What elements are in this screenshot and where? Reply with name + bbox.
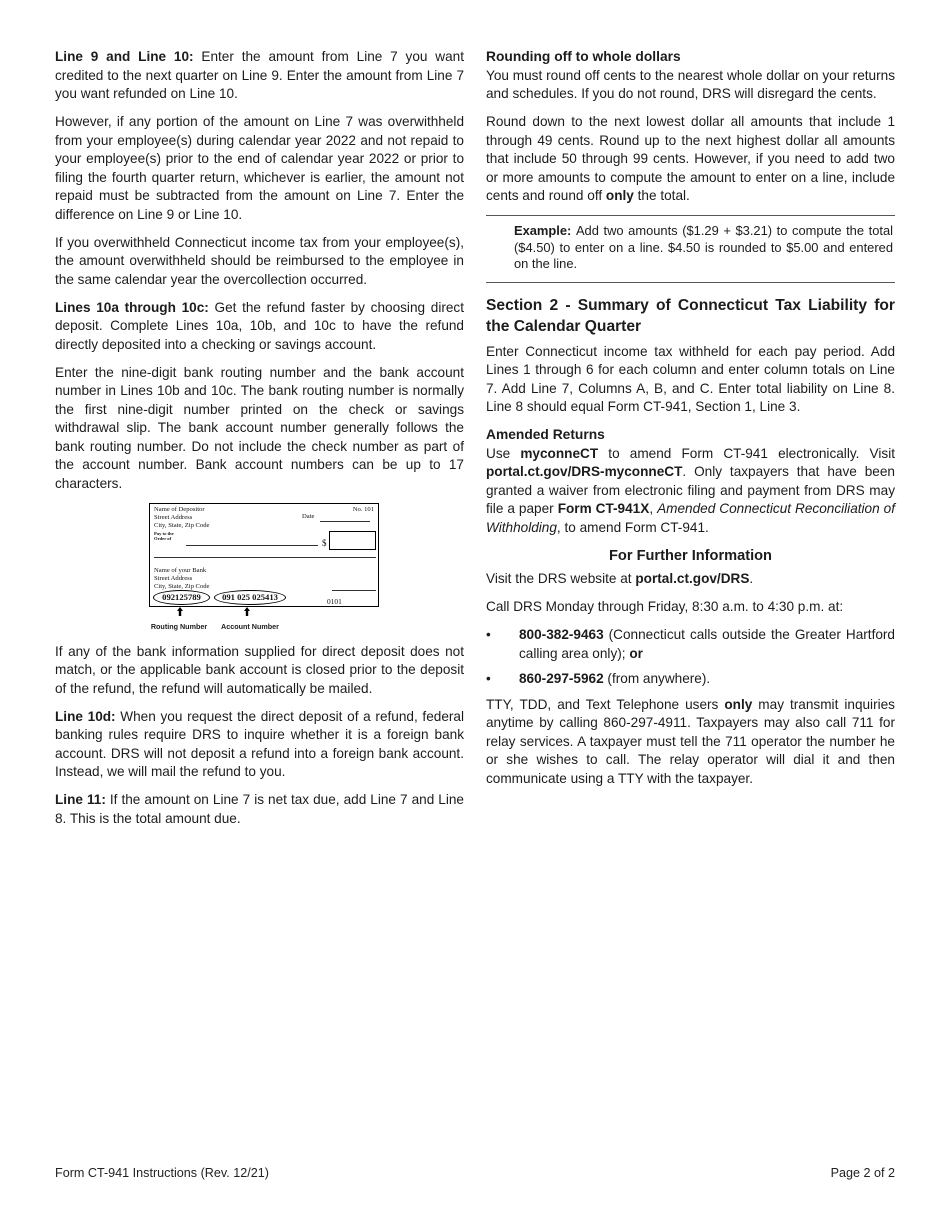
right-column <box>486 48 895 828</box>
paragraph-visit-drs: Visit the DRS website at portal.ct.gov/DRS. <box>486 571 754 587</box>
check-depositor-block <box>154 506 209 530</box>
check-bank-street: Street Address <box>154 574 193 582</box>
check-depositor-name: Name of Depositor <box>154 505 205 513</box>
check-caption <box>149 607 379 633</box>
paragraph-line9-line10: Line 9 and Line 10: Enter the amount from Line 7 you want credited to the next quarter on Line 9. Enter the amount from Line 7 you want refunded on Line 10. <box>55 49 464 101</box>
paragraph-lines10a-10c: Lines 10a through 10c: Get the refund faster by choosing direct deposit. Complete Lines 10a, 10b, and 10c to have the refund directly deposited into a checking or savings account. <box>55 299 464 352</box>
left-column <box>55 48 464 828</box>
paragraph-however-overwithheld: However, if any portion of the amount on Line 7 was overwithheld from your employee(s) during calendar year 2022 and not repaid to your employee(s) prior to the end of calendar year 2022 or prior to filing the fourth quarter return, whichever is earlier, the amount not repaid must be subtracted from the amount on Line 7. Enter the difference on Line 9 or Line 10. <box>55 114 464 222</box>
phone-bullet-2-text: 860-297-5962 (from anywhere). <box>519 671 711 687</box>
page-footer <box>55 1166 895 1180</box>
check-number: No. 101 <box>352 505 374 513</box>
check-payee-line <box>186 545 318 546</box>
footer-form-title: Form CT-941 Instructions (Rev. 12/21) <box>55 1166 269 1180</box>
check-dollar-sign: $ <box>322 537 327 548</box>
check-pay-to-line2: Order of <box>154 535 172 541</box>
phone-bullet-1-text: 800-382-9463 (Connecticut calls outside the Greater Hartford calling area only); or <box>519 627 895 661</box>
check-pay-to-block <box>154 531 174 542</box>
footer-page-number: Page 2 of 2 <box>830 1166 895 1180</box>
paragraph-tty: TTY, TDD, and Text Telephone users only may transmit inquiries anytime by calling 860-297-4911. Taxpayers may also call 711 for relay services. A taxpayer must tell the 711 operator the number he or she wishes to call. The relay operator will dial it and then communicate using a TTY with the taxpayer. <box>486 696 895 786</box>
check-date-line <box>320 521 370 522</box>
paragraph-call-drs: Call DRS Monday through Friday, 8:30 a.m. to 4:30 p.m. at: <box>486 599 844 615</box>
heading-amended-returns: Amended Returns <box>486 427 605 443</box>
paragraph-rounding-1: You must round off cents to the nearest whole dollar on your returns and schedules. If you do not round, DRS will disregard the cents. <box>486 67 895 101</box>
check-amount-words-line <box>154 557 376 558</box>
check-amount-box <box>329 531 376 550</box>
two-column-layout <box>55 48 895 828</box>
example-callout: Example: Add two amounts ($1.29 + $3.21) to compute the total ($4.50) to enter on a line. $4.50 is rounded to $5.00 and entered on the line. <box>486 215 895 283</box>
heading-rounding: Rounding off to whole dollars <box>486 49 681 64</box>
check-bank-name: Name of your Bank <box>154 566 207 574</box>
bullet-icon: • <box>486 627 491 643</box>
check-routing-number: 092125789 <box>153 590 210 605</box>
heading-section2: Section 2 - Summary of Connecticut Tax Liability for the Calendar Quarter <box>486 296 895 336</box>
routing-number-label: Routing Number <box>150 621 208 631</box>
check-depositor-city: City, State, Zip Code <box>154 521 210 529</box>
check-image <box>149 503 379 607</box>
bullet-icon: • <box>486 671 491 687</box>
check-signature-line <box>332 590 376 591</box>
check-account-number: 091 025 025413 <box>214 590 286 605</box>
account-number-label: Account Number <box>221 621 279 631</box>
up-arrow-icon <box>176 607 184 616</box>
check-depositor-street: Street Address <box>154 513 193 521</box>
check-pay-to-line1: Pay to the <box>154 530 174 536</box>
check-digits: 0101 <box>327 596 342 606</box>
check-date-label: Date <box>302 512 315 520</box>
phone-bullet-2 <box>486 670 895 689</box>
paragraph-rounding-2: Round down to the next lowest dollar all amounts that include 1 through 49 cents. Round up to the next highest dollar all amounts that include 50 through 99 cents. However, if you need to add two or more amounts to compute the amount to enter on a line, include cents and round off only the total. <box>486 114 895 203</box>
phone-bullet-1 <box>486 626 895 663</box>
check-bank-city: City, State, Zip Code <box>154 582 210 590</box>
up-arrow-icon <box>243 607 251 616</box>
paragraph-routing-account: Enter the nine-digit bank routing number and the bank account number in Lines 10b and 10c. The bank routing number is normally the first nine-digit number printed on the check or savings withdrawal slip. The bank account number generally follows the bank routing number. Do not include the check number as part of the account number. Bank account numbers can be up to 17 characters. <box>55 364 464 491</box>
paragraph-bank-info-mismatch: If any of the bank information supplied for direct deposit does not match, or the applicable bank account is closed prior to the deposit of the refund, the refund will automatically be mailed. <box>55 643 464 696</box>
heading-further-information: For Further Information <box>609 547 772 564</box>
paragraph-section2: Enter Connecticut income tax withheld for each pay period. Add Lines 1 through 6 for each column and enter column totals on Line 7. Add Line 7, Columns A, B, and C. Enter total liability on Line 8. Line 8 should equal Form CT-941, Section 1, Line 3. <box>486 343 895 415</box>
paragraph-reimbursement: If you overwithheld Connecticut income tax from your employee(s), the amount overwithheld should be reimbursed to the employee in the same calendar year the overcollection occurred. <box>55 234 464 287</box>
sample-check-figure <box>149 503 381 633</box>
paragraph-amended-returns: Use myconneCT to amend Form CT-941 electronically. Visit portal.ct.gov/DRS-myconneCT. Only taxpayers that have been granted a waiver from electronic filing and payment from DRS may file a paper Form CT-941X, Amended Connecticut Reconciliation of Withholding, to amend Form CT-941. <box>486 445 896 535</box>
paragraph-line10d: Line 10d: When you request the direct deposit of a refund, federal banking rules require DRS to inquire whether it is a foreign bank account. DRS will not deposit a refund into a foreign bank account. Instead, we will mail the refund to you. <box>55 708 464 779</box>
paragraph-line11: Line 11: If the amount on Line 7 is net tax due, add Line 7 and Line 8. This is the total amount due. <box>55 792 464 826</box>
